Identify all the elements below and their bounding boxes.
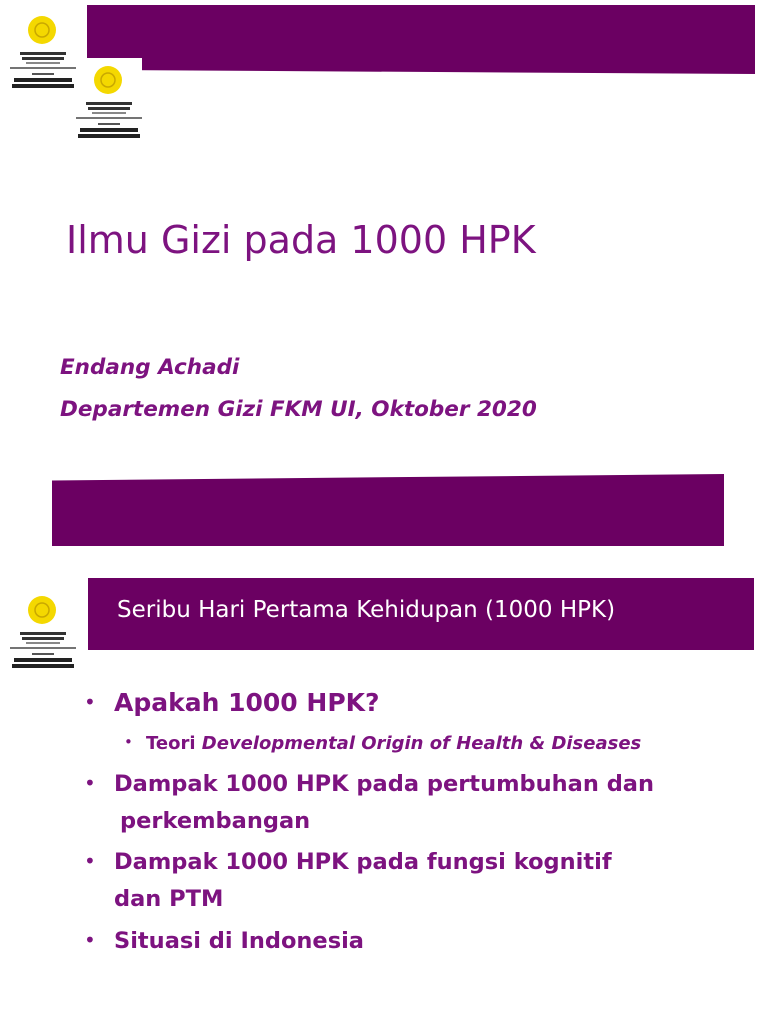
university-logo-icon bbox=[26, 594, 58, 626]
university-logo-icon bbox=[92, 64, 124, 96]
section-header bbox=[88, 578, 754, 650]
bullet-text: Situasi di Indonesia bbox=[114, 928, 364, 954]
sub-bullet-text: Teori Developmental Origin of Health & Diseases bbox=[146, 733, 642, 754]
bullet-dot: • bbox=[84, 928, 96, 952]
top-banner bbox=[87, 5, 755, 74]
bullet-text-cont: dan PTM bbox=[114, 886, 224, 912]
bullet-dot: • bbox=[84, 849, 96, 873]
faculty-logo bbox=[10, 8, 76, 90]
section-heading: Seribu Hari Pertama Kehidupan (1000 HPK) bbox=[117, 597, 616, 623]
faculty-name-lettering bbox=[10, 630, 76, 670]
bullet-text: Apakah 1000 HPK? bbox=[114, 688, 380, 717]
bullet-text: Dampak 1000 HPK pada pertumbuhan dan bbox=[114, 771, 655, 797]
bullet-text: Dampak 1000 HPK pada fungsi kognitif bbox=[114, 849, 612, 875]
faculty-name-lettering bbox=[76, 100, 142, 140]
faculty-logo bbox=[76, 58, 142, 140]
affiliation: Departemen Gizi FKM UI, Oktober 2020 bbox=[60, 397, 537, 422]
bullet-dot: • bbox=[84, 690, 96, 714]
bottom-banner bbox=[52, 474, 724, 546]
bullet-text-cont: perkembangan bbox=[120, 808, 311, 834]
faculty-logo bbox=[10, 588, 76, 670]
university-logo-icon bbox=[26, 14, 58, 46]
faculty-name-lettering bbox=[10, 50, 76, 90]
bullet-dot: • bbox=[84, 771, 96, 795]
sub-bullet-dot: • bbox=[124, 733, 133, 751]
author-name: Endang Achadi bbox=[60, 355, 240, 380]
slide-title: Ilmu Gizi pada 1000 HPK bbox=[66, 218, 536, 262]
